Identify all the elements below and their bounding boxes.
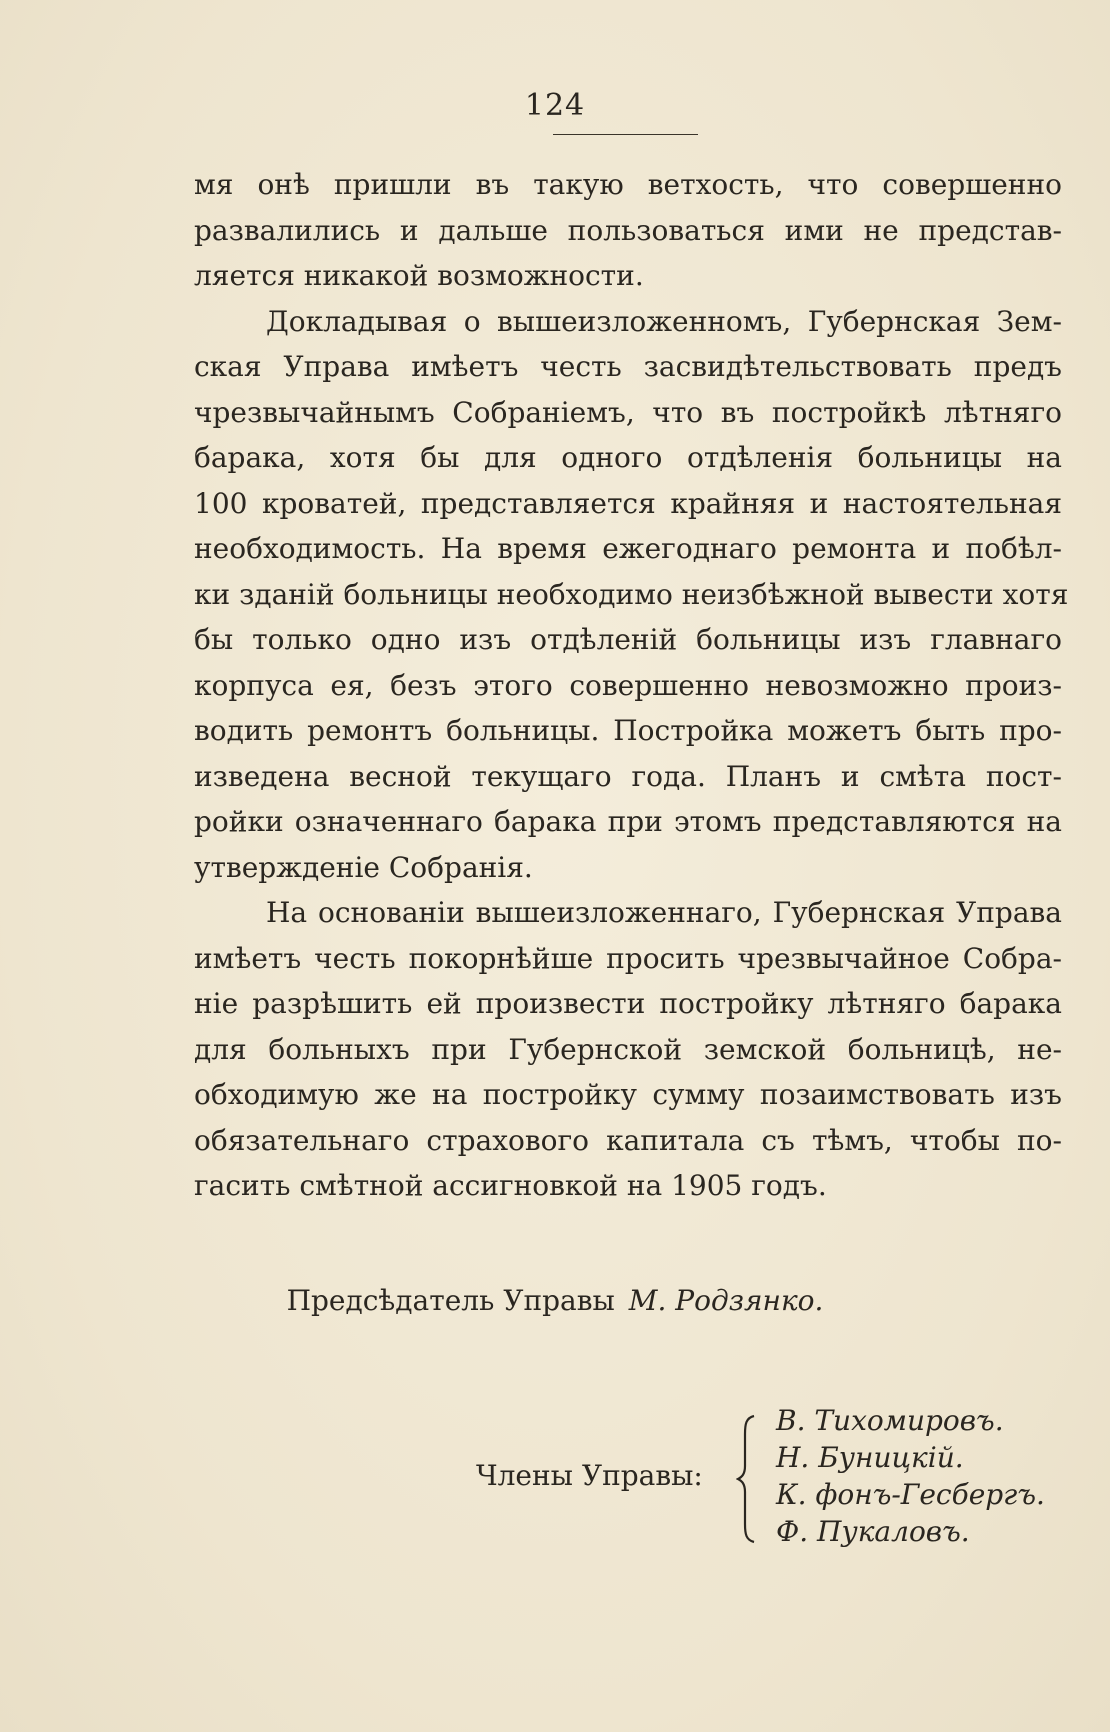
text-line: ки зданій больницы необходимо неизбѣжной вывести хотя	[194, 577, 1069, 611]
text-line: мя онѣ пришли въ такую ветхость, что совершенно	[194, 168, 1062, 201]
text-line: барака, хотя бы для одного отдѣленія больницы на	[194, 441, 1062, 474]
member-name: Ф. Пукаловъ.	[776, 1515, 970, 1548]
text-line: обязательнаго страхового капитала съ тѣмъ, чтобы по-	[194, 1123, 1062, 1157]
chairman-title: Предсѣдатель Управы	[286, 1284, 615, 1317]
page-number: 124	[524, 88, 586, 123]
text-line: утвержденіе Собранія.	[194, 850, 533, 884]
members-list	[776, 1402, 1045, 1550]
member-name: В. Тихомировъ.	[776, 1404, 1004, 1437]
text-line: корпуса ея, безъ этого совершенно невозможно произ-	[194, 668, 1062, 702]
text-line: бы только одно изъ отдѣленій больницы изъ главнаго	[194, 623, 1062, 656]
text-line: ская Управа имѣетъ честь засвидѣтельствовать предъ	[194, 350, 1062, 383]
text-line: чрезвычайнымъ Собраніемъ, что въ постройкѣ лѣтняго	[194, 395, 1062, 429]
member-name: К. фонъ-Гесбергъ.	[776, 1478, 1045, 1511]
text-line: обходимую же на постройку сумму позаимствовать изъ	[194, 1078, 1062, 1111]
chairman-signature	[0, 1284, 1110, 1317]
text-line: На основаніи вышеизложеннаго, Губернская Управа	[266, 896, 1062, 929]
text-line: Докладывая о вышеизложенномъ, Губернская Зем-	[266, 304, 1062, 338]
text-line: водить ремонтъ больницы. Постройка можетъ быть про-	[194, 714, 1062, 747]
text-line: необходимость. На время ежегоднаго ремонта и побѣл-	[194, 532, 1062, 565]
text-line: 100 кроватей, представляется крайняя и настоятельная	[194, 486, 1062, 520]
body-text	[194, 162, 1069, 1209]
text-line: для больныхъ при Губернской земской больницѣ, не-	[194, 1032, 1062, 1066]
text-line: имѣетъ честь покорнѣйше просить чрезвычайное Собра-	[194, 941, 1062, 975]
text-line: ляется никакой возможности.	[194, 259, 644, 292]
page-number-rule	[553, 134, 698, 135]
text-line: ройки означеннаго барака при этомъ представляются на	[194, 805, 1062, 838]
text-line: ніе разрѣшить ей произвести постройку лѣтняго барака	[194, 987, 1062, 1020]
text-line: развалились и дальше пользоваться ими не представ-	[194, 213, 1062, 247]
curly-brace-icon	[736, 1414, 758, 1544]
text-line: изведена весной текущаго года. Планъ и смѣта пост-	[194, 759, 1062, 793]
members-label: Члены Управы:	[476, 1459, 703, 1492]
chairman-name: М. Родзянко.	[628, 1284, 824, 1317]
member-name: Н. Буницкій.	[776, 1441, 964, 1474]
text-line: гасить смѣтной ассигновкой на 1905 годъ.	[194, 1169, 827, 1202]
